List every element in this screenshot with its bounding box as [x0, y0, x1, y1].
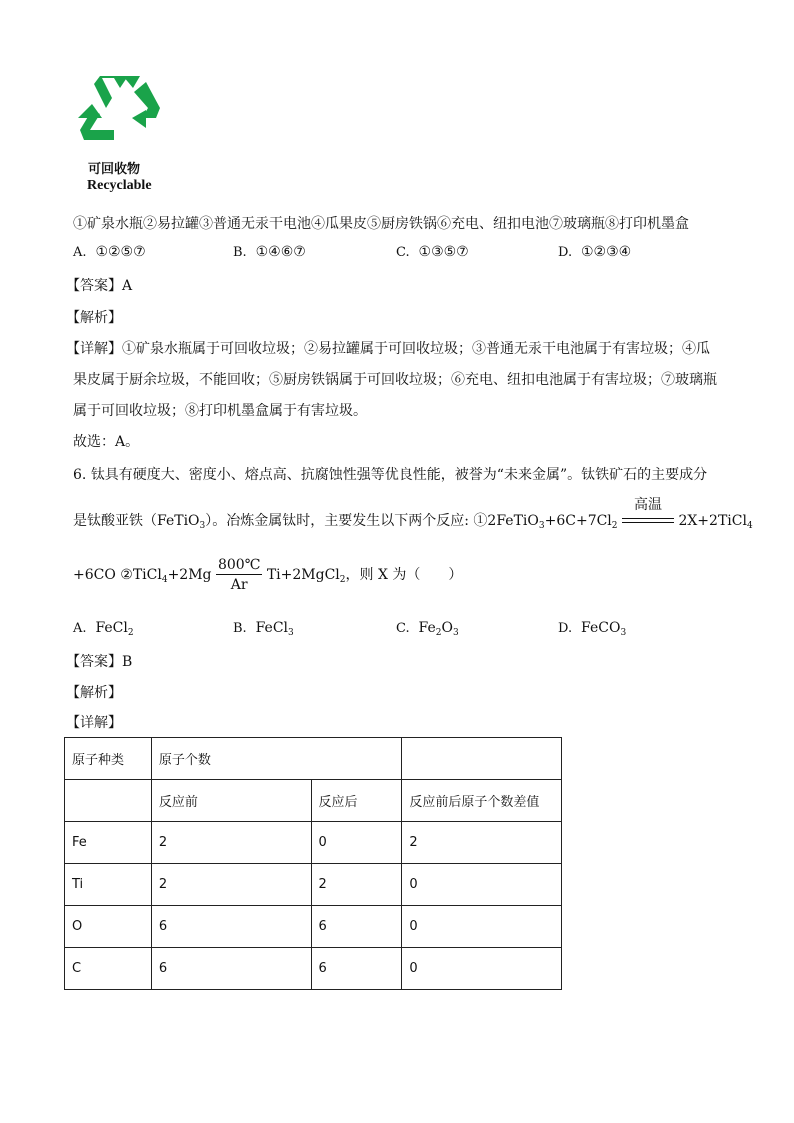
- q6-stem-line2: 是钛酸亚铁（FeTiO$_3$）。冶炼金属钛时，主要发生以下两个反应: $①2FeTiO_3+6C+7Cl_2$ 高温 2X+2TiCl$_4$: [73, 497, 753, 531]
- table-cell: 0: [311, 822, 402, 864]
- table-header-cell: 反应前: [151, 780, 311, 822]
- table-cell: C: [65, 948, 152, 990]
- q5-answer: 【答案】A: [66, 278, 133, 294]
- q5-option-a: A. ①②⑤⑦: [73, 244, 146, 260]
- table-header-cell: 原子种类: [65, 738, 152, 780]
- recycle-icon: [76, 74, 164, 154]
- q5-option-d: D. ①②③④: [558, 244, 632, 260]
- table-cell: O: [65, 906, 152, 948]
- table-subheader-row: [65, 780, 562, 822]
- table-row: [65, 864, 562, 906]
- table-cell: 6: [151, 948, 311, 990]
- table-header-cell: 原子个数: [151, 738, 401, 780]
- table-cell: 6: [151, 906, 311, 948]
- logo-caption-cn: 可回收物: [88, 162, 141, 177]
- q6-option-b: B. FeCl$_3$: [233, 620, 294, 638]
- table-cell: Ti: [65, 864, 152, 906]
- table-cell: 2: [151, 864, 311, 906]
- q6-option-c: C. $Fe_2O_3$: [396, 620, 459, 638]
- table-cell: 6: [311, 906, 402, 948]
- table-cell: 2: [151, 822, 311, 864]
- table-row: [65, 948, 562, 990]
- reaction-condition-800c-ar: $\frac{800℃}{Ar}$: [217, 557, 261, 593]
- table-cell: 6: [311, 948, 402, 990]
- table-row: [65, 906, 562, 948]
- q5-detail-line1: 【详解】①矿泉水瓶属于可回收垃圾；②易拉罐属于可回收垃圾；③普通无汞干电池属于有害垃圾；④瓜: [66, 341, 710, 357]
- q5-option-b: B. ①④⑥⑦: [233, 244, 306, 260]
- table-cell: Fe: [65, 822, 152, 864]
- table-row: [65, 822, 562, 864]
- atom-count-table: [64, 737, 562, 990]
- q5-detail-line2: 果皮属于厨余垃圾，不能回收；⑤厨房铁锅属于可回收垃圾；⑥充电、纽扣电池属于有害垃圾；⑦玻璃瓶: [73, 372, 717, 388]
- reaction-arrow-high-temp: 高温: [622, 516, 674, 526]
- table-header-row: [65, 738, 562, 780]
- table-cell: 0: [402, 948, 562, 990]
- table-cell: 2: [402, 822, 562, 864]
- table-header-cell: 反应后: [311, 780, 402, 822]
- q6-analysis-tag: 【解析】: [66, 685, 122, 701]
- table-header-cell: [65, 780, 152, 822]
- q6-answer: 【答案】B: [66, 654, 133, 670]
- q5-items: ①矿泉水瓶②易拉罐③普通无汞干电池④瓜果皮⑤厨房铁锅⑥充电、纽扣电池⑦玻璃瓶⑧打印机墨盒: [73, 216, 689, 232]
- q5-choice: 故选：A。: [73, 434, 140, 450]
- q6-stem-line1: 6. 钛具有硬度大、密度小、熔点高、抗腐蚀性强等优良性能，被誉为“未来金属”。钛铁矿石的主要成分: [73, 467, 708, 483]
- q5-detail-line3: 属于可回收垃圾；⑧打印机墨盒属于有害垃圾。: [73, 403, 367, 419]
- q6-stem-line3: +6CO ②TiCl$_4$+2Mg $\frac{800℃}{Ar}$ Ti+2MgCl$_2$，则 X 为（ ）: [73, 557, 463, 593]
- q6-option-a: A. FeCl$_2$: [73, 620, 134, 638]
- q6-detail-tag: 【详解】: [66, 715, 122, 731]
- q6-option-d: D. FeCO$_3$: [558, 620, 627, 638]
- q5-analysis-tag: 【解析】: [66, 310, 122, 326]
- table-cell: 0: [402, 864, 562, 906]
- table-cell: 0: [402, 906, 562, 948]
- table-header-cell: 反应前后原子个数差值: [402, 780, 562, 822]
- table-cell: 2: [311, 864, 402, 906]
- table-header-cell: [402, 738, 562, 780]
- q5-option-c: C. ①③⑤⑦: [396, 244, 469, 260]
- logo-caption-en: Recyclable: [87, 178, 152, 193]
